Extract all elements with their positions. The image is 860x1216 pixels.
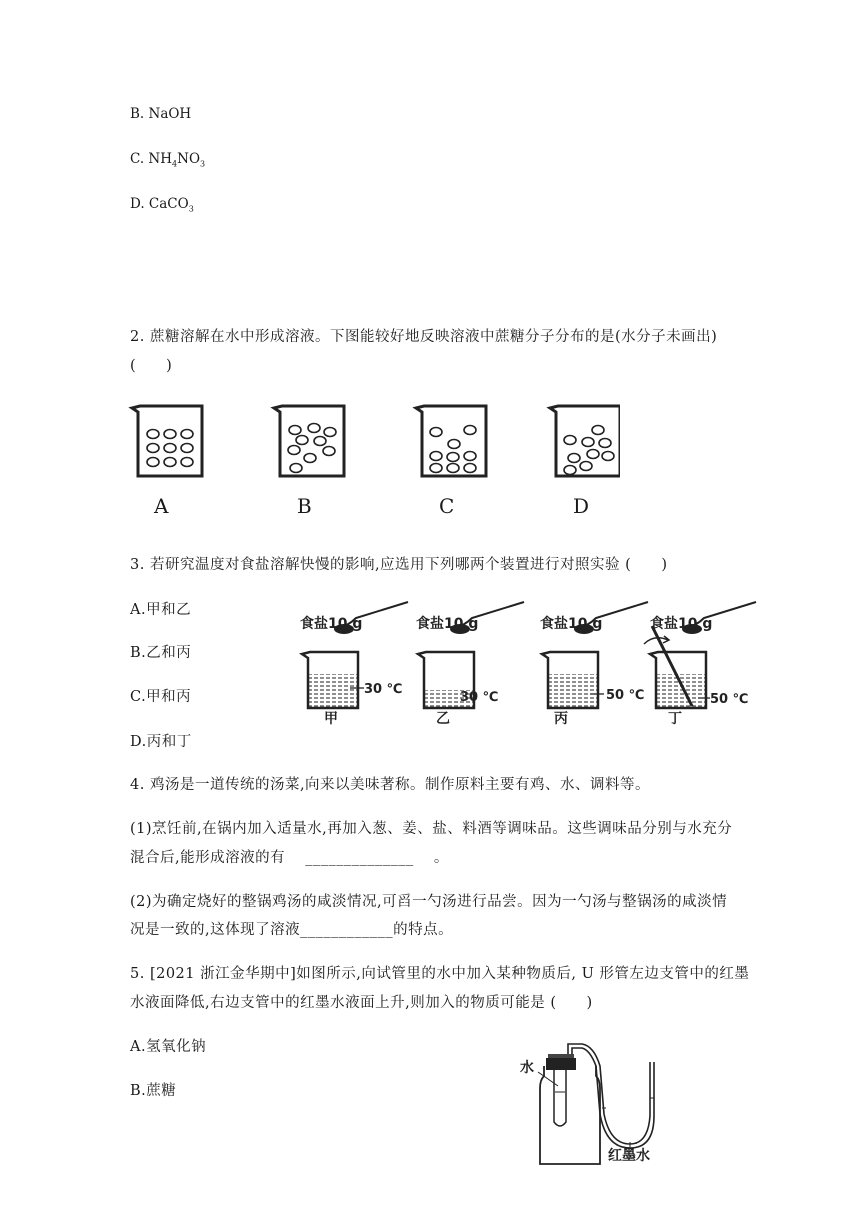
- q2-stem-line1: 2. 蔗糖溶解在水中形成溶液。下图能较好地反映溶液中蔗糖分子分布的是(水分子未画出): [130, 329, 718, 345]
- q5-option-a: A.氢氧化钠: [130, 1039, 207, 1055]
- spoon-label-ding: 食盐10 g: [650, 616, 713, 632]
- name-yi: 乙: [436, 711, 450, 725]
- water-label: 水: [520, 1060, 534, 1076]
- spoon-label-jia: 食盐10 g: [300, 616, 363, 632]
- q5-option-b: B.蔗糖: [130, 1083, 177, 1099]
- q3-option-c: C.甲和丙: [130, 689, 192, 705]
- q4-part2-line2: 况是一致的,这体现了溶液____________的特点。: [130, 922, 454, 938]
- q1-option-d: [130, 196, 194, 214]
- q1-option-c-mid: NO: [177, 151, 201, 167]
- q3-stem: 3. 若研究温度对食盐溶解快慢的影响,应选用下列哪两个装置进行对照实验 ( ): [130, 557, 668, 573]
- setup-yi: [416, 602, 524, 725]
- beaker-d: [550, 406, 620, 476]
- spoon-label-bing: 食盐10 g: [540, 616, 603, 632]
- q4-stem: 4. 鸡汤是一道传统的汤菜,向来以美味著称。制作原料主要有鸡、水、调料等。: [130, 777, 651, 793]
- name-jia: 甲: [324, 711, 338, 725]
- setup-jia: [300, 602, 408, 725]
- temp-bing: 50 ℃: [606, 688, 645, 703]
- q1-option-c: [130, 151, 205, 169]
- q1-option-b: [130, 106, 191, 122]
- beaker-label-a: A: [154, 494, 169, 518]
- q3-option-d: D.丙和丁: [130, 734, 192, 750]
- name-ding: 丁: [668, 711, 682, 725]
- setup-ding: [644, 602, 756, 725]
- q1-option-d-sub1: 3: [188, 204, 194, 214]
- name-bing: 丙: [554, 711, 568, 725]
- spoon-label-yi: 食盐10 g: [416, 616, 479, 632]
- q5-stem-line2: 水液面降低,右边支管中的红墨水液面上升,则加入的物质可能是 ( ): [130, 995, 593, 1011]
- beaker-label-c: C: [439, 494, 455, 518]
- q1-option-c-text: C. NH: [130, 151, 173, 167]
- q4-part1-line2: 混合后,能形成溶液的有 ______________ 。: [130, 850, 449, 866]
- beaker-b: [274, 406, 344, 476]
- q1-option-c-sub2: 3: [200, 159, 206, 169]
- temp-jia: 30 ℃: [364, 682, 403, 697]
- beaker-a: [132, 406, 202, 476]
- q5-stem-line1: 5. [2021 浙江金华期中]如图所示,向试管里的水中加入某种物质后, U 形管左边支管中的红墨: [130, 966, 750, 982]
- setup-bing: [540, 602, 648, 725]
- q1-option-d-text: D. CaCO: [130, 196, 189, 212]
- q3-option-b: B.乙和丙: [130, 645, 192, 661]
- beaker-c: [416, 406, 486, 476]
- q1-option-b-text: B. NaOH: [130, 106, 192, 122]
- q2-beakers-figure: [120, 396, 620, 521]
- q5-u-tube-figure: [508, 1036, 688, 1168]
- q2-stem-line2: ( ): [130, 358, 173, 374]
- beaker-label-b: B: [297, 494, 312, 518]
- beaker-label-d: D: [573, 494, 590, 518]
- temp-ding: 50 ℃: [710, 692, 749, 707]
- ink-label: 红墨水: [608, 1148, 650, 1164]
- q4-part1-line1: (1)烹饪前,在锅内加入适量水,再加入葱、姜、盐、料酒等调味品。这些调味品分别与水充分: [130, 821, 733, 837]
- q3-option-a: A.甲和乙: [130, 602, 192, 618]
- q1-option-c-sub1: 4: [172, 159, 178, 169]
- q3-salt-figure: [290, 600, 760, 725]
- temp-yi: 30 ℃: [460, 690, 499, 705]
- q4-part2-line1: (2)为确定烧好的整锅鸡汤的咸淡情况,可舀一勺汤进行品尝。因为一勺汤与整锅汤的咸淡情: [130, 894, 728, 910]
